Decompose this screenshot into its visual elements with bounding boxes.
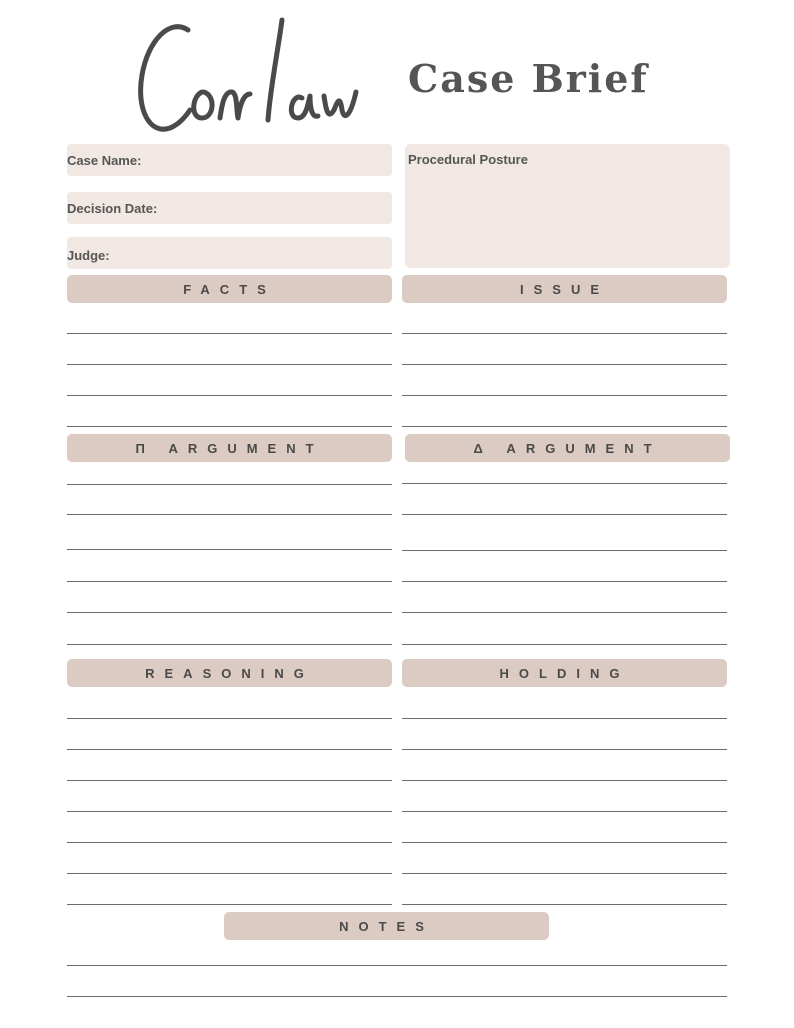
holding-line[interactable]	[402, 718, 727, 719]
reasoning-line[interactable]	[67, 749, 392, 750]
reasoning-line[interactable]	[67, 780, 392, 781]
facts-line[interactable]	[67, 364, 392, 365]
con-law-script-title	[130, 0, 370, 140]
facts-header: FACTS	[67, 275, 392, 303]
pi-argument-line[interactable]	[67, 514, 392, 515]
holding-header: HOLDING	[402, 659, 727, 687]
delta-argument-line[interactable]	[402, 581, 727, 582]
notes-line[interactable]	[67, 996, 727, 997]
delta-argument-line[interactable]	[402, 612, 727, 613]
procedural-posture-label: Procedural Posture	[408, 152, 528, 167]
pi-argument-line[interactable]	[67, 612, 392, 613]
facts-line[interactable]	[67, 426, 392, 427]
delta-argument-line[interactable]	[402, 483, 727, 484]
holding-line[interactable]	[402, 904, 727, 905]
case-name-label: Case Name:	[67, 153, 142, 168]
pi-argument-header: Π ARGUMENT	[67, 434, 392, 462]
pi-argument-line[interactable]	[67, 644, 392, 645]
facts-line[interactable]	[67, 395, 392, 396]
issue-line[interactable]	[402, 333, 727, 334]
reasoning-line[interactable]	[67, 811, 392, 812]
delta-argument-line[interactable]	[402, 644, 727, 645]
issue-line[interactable]	[402, 426, 727, 427]
notes-header: NOTES	[224, 912, 549, 940]
reasoning-line[interactable]	[67, 904, 392, 905]
page-subtitle: Case Brief	[408, 56, 649, 101]
facts-line[interactable]	[67, 333, 392, 334]
delta-argument-header: Δ ARGUMENT	[405, 434, 730, 462]
reasoning-header: REASONING	[67, 659, 392, 687]
holding-line[interactable]	[402, 811, 727, 812]
decision-date-field[interactable]	[67, 192, 392, 224]
pi-argument-line[interactable]	[67, 581, 392, 582]
pi-argument-line[interactable]	[67, 549, 392, 550]
issue-line[interactable]	[402, 364, 727, 365]
judge-field[interactable]	[67, 237, 392, 269]
holding-line[interactable]	[402, 749, 727, 750]
holding-line[interactable]	[402, 780, 727, 781]
notes-line[interactable]	[67, 965, 727, 966]
decision-date-label: Decision Date:	[67, 201, 158, 216]
reasoning-line[interactable]	[67, 718, 392, 719]
holding-line[interactable]	[402, 842, 727, 843]
holding-line[interactable]	[402, 873, 727, 874]
judge-label: Judge:	[67, 248, 110, 263]
reasoning-line[interactable]	[67, 873, 392, 874]
delta-argument-line[interactable]	[402, 550, 727, 551]
issue-header: ISSUE	[402, 275, 727, 303]
issue-line[interactable]	[402, 395, 727, 396]
procedural-posture-field[interactable]	[405, 144, 730, 268]
delta-argument-line[interactable]	[402, 514, 727, 515]
pi-argument-line[interactable]	[67, 484, 392, 485]
case-name-field[interactable]	[67, 144, 392, 176]
reasoning-line[interactable]	[67, 842, 392, 843]
